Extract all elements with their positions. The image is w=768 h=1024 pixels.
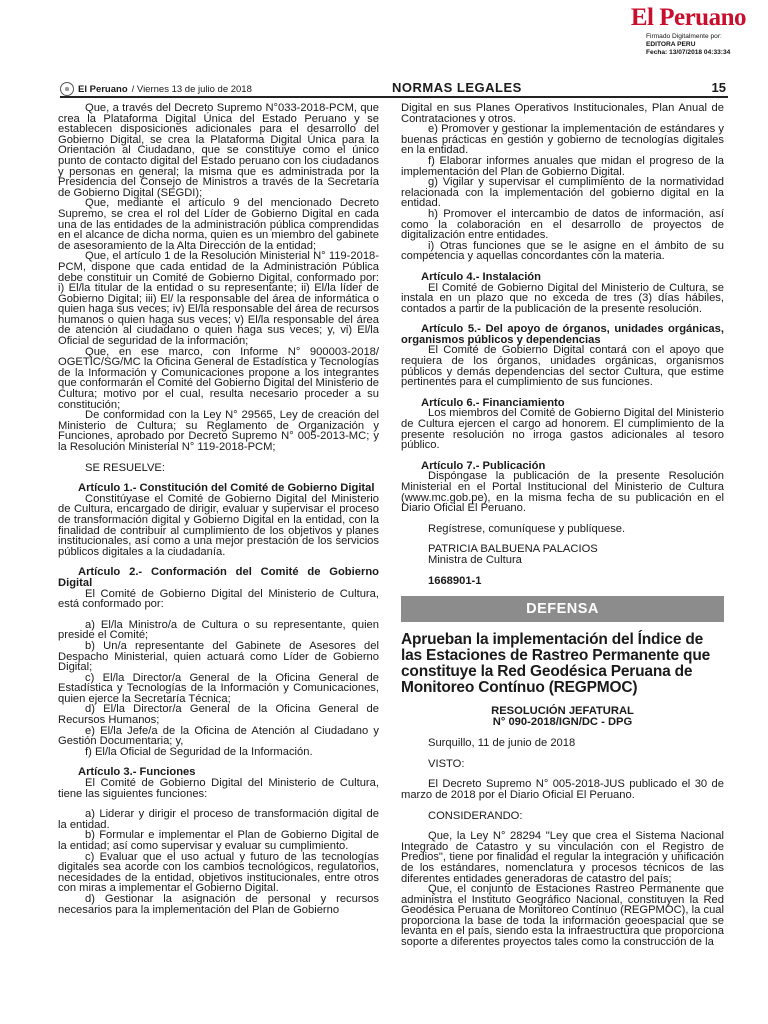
list-item: d) Gestionar la asignación de personal y recursos necesarios para la implementación del Plan de Gobierno (58, 892, 379, 916)
article-2-text: El Comité de Gobierno Digital del Ministerio de Cultura, está conformado por: (58, 587, 379, 611)
header-publication (60, 82, 252, 96)
left-column (58, 103, 379, 915)
resolves-heading: SE RESUELVE: (85, 461, 165, 474)
signature-line-3: Fecha: 13/07/2018 04:33:34 (646, 49, 731, 56)
article-2-title: Artículo 2.- Conformación del Comité de Gobierno Digital (58, 566, 379, 589)
article-1-text: Constitúyase el Comité de Gobierno Digital del Ministerio de Cultura, encargado de dirigir, evaluar y supervisar el proceso de transformación digital y Gobierno Digital en la entidad, con la finalidad de contribuir al cumplimiento de los objetivos y planes institucionales, así como a una mejor prestación de los servicios públicos digitales a la ciudadanía. (58, 492, 379, 558)
place-date: Surquillo, 11 de junio de 2018 (428, 737, 576, 750)
list-item: c) Evaluar que el uso actual y futuro de las tecnologías digitales sea acorde con los cambios tecnológicos, regulatorios, necesidades de la entidad, objetivos institucionales, entre otros con miras a implementar el Gobierno Digital. (58, 850, 379, 895)
list-item: b) Un/a representante del Gabinete de Asesores del Despacho Ministerial, quien actuará como Líder de Gobierno Digital; (58, 639, 379, 674)
paragraph: De conformidad con la Ley N° 29565, Ley de creación del Ministerio de Cultura; su Reglamento de Organización y Funciones, aprobado por Decreto Supremo N° 005-2013-MC; y la Resolución Ministerial N° 119-2018-PCM; (58, 409, 379, 453)
article-1-title: Artículo 1.- Constitución del Comité de Gobierno Digital (78, 482, 375, 495)
list-item: f) Elaborar informes anuales que midan el progreso de la implementación del Plan de Gobierno Digital. (401, 154, 724, 178)
article-5-text: El Comité de Gobierno Digital contará con el apoyo que requiera de los órganos, unidades orgánicas, organismos públicos y demás dependencias del sector Cultura, que estime pertinentes para el cumplimiento de sus funciones. (401, 344, 724, 389)
list-item: c) El/la Director/a General de la Oficina General de Estadística y Tecnologías de la Información y Comunicaciones, quien ejerce la Secretaría Técnica; (58, 671, 379, 705)
paragraph: Que, el conjunto de Estaciones Rastreo Permanente que administra el Instituto Geográfico Nacional, constituyen la Red Geodésica Peruana de Monitoreo Contínuo (REGPMOC), la cual proporciona la base de toda la información geoespacial que se levanta en el país, siendo esta la infraestructura que proporciona soporte a diferentes proyectos tales como la construcción de la (401, 883, 724, 949)
article-4-title: Artículo 4.- Instalación (421, 270, 541, 283)
paragraph: Que, a través del Decreto Supremo N°033-2018-PCM, que crea la Plataforma Digital Única del Estado Peruano y se establecen disposiciones adicionales para el desarrollo del Gobierno Digital, se crea la Plataforma Digital Única para la Orientación al Ciudadano, que se constituye como el único punto de contacto digital del Estado peruano con los ciudadanos y personas en general; la misma que es administrada por la Presidencia del Consejo de Ministros a través de la Secretaría de Gobierno Digital (SEGDI); (58, 102, 379, 199)
page-number: 15 (711, 80, 726, 95)
considerando-heading: CONSIDERANDO: (428, 809, 523, 822)
list-item: h) Promover el intercambio de datos de información, así como la colaboración en el desarrollo de proyectos de digitalización entre entidades. (401, 207, 724, 242)
list-item: i) Otras funciones que se le asigne en el ámbito de su competencia y aquellas concordantes con la materia. (401, 239, 724, 263)
digital-signature (646, 33, 766, 57)
paragraph: Que, la Ley N° 28294 "Ley que crea el Sistema Nacional Integrado de Catastro y su vinculación con el Registro de Predios", tiene por finalidad el regular la integración y unificación de los estándares, nomenclatura y procesos técnicos de las diferentes entidades generadoras de catastro del país; (401, 830, 724, 885)
resolution-heading (401, 706, 724, 728)
list-item: b) Formular e implementar el Plan de Gobierno Digital de la entidad; así como supervisar y evaluar su cumplimiento. (58, 829, 379, 852)
signature-line-1: Firmado Digitalmente por: (646, 33, 722, 40)
resolution-type: RESOLUCIÓN JEFATURAL (491, 705, 634, 718)
article-7-title: Artículo 7.- Publicación (421, 459, 546, 472)
signer-name: PATRICIA BALBUENA PALACIOS (428, 543, 598, 556)
article-5-title: Artículo 5.- Del apoyo de órganos, unidades orgánicas, organismos públicos y dependencias (401, 323, 724, 346)
visto-text: El Decreto Supremo N° 005-2018-JUS publicado el 30 de marzo de 2018 por el Diario Oficial El Peruano. (401, 778, 724, 801)
article-3-text: El Comité de Gobierno Digital del Ministerio de Cultura, tiene las siguientes funciones: (58, 777, 379, 800)
closing-formula: Regístrese, comuníquese y publíquese. (428, 522, 626, 535)
signature-line-2: EDITORA PERU (646, 41, 696, 48)
visto-heading: VISTO: (428, 757, 465, 770)
resolution-number: N° 090-2018/IGN/DC - DPG (492, 716, 633, 729)
section-banner: DEFENSA (401, 596, 724, 622)
article-6-text: Los miembros del Comité de Gobierno Digital del Ministerio de Cultura ejercen el cargo ad honorem. El cumplimiento de la presente resolución no irroga gastos adicionales al tesoro público. (401, 407, 724, 452)
article-7-text: Dispóngase la publicación de la presente Resolución Ministerial en el Portal Institucional del Ministerio de Cultura (www.mc.gob.pe), en la misma fecha de su publicación en el Diario Oficial El Peruano. (401, 470, 724, 515)
reference-number: 1668901-1 (428, 574, 482, 587)
signer-role: Ministra de Cultura (428, 553, 522, 566)
article-3-title: Artículo 3.- Funciones (78, 766, 196, 779)
list-item: e) Promover y gestionar la implementación de estándares y buenas prácticas en gestión y gobierno de tecnologías digitales en la entidad. (401, 123, 724, 157)
page-header (60, 80, 728, 98)
list-item: g) Vigilar y supervisar el cumplimiento de la normatividad relacionada con la implementación del gobierno digital en la entidad. (401, 176, 724, 210)
header-date: / Viernes 13 de julio de 2018 (131, 83, 252, 95)
seal-icon (60, 82, 74, 96)
list-item: d) El/la Director/a General de la Oficina General de Recursos Humanos; (58, 703, 379, 727)
header-publication-name: El Peruano (78, 83, 128, 95)
list-item: a) El/la Ministro/a de Cultura o su representante, quien preside el Comité; (58, 618, 379, 642)
article-4-text: El Comité de Gobierno Digital del Ministerio de Cultura, se instala en un plazo que no exceda de tres (3) días hábiles, contados a partir de la publicación de la presente resolución. (401, 281, 724, 315)
right-column (401, 103, 724, 948)
list-item: e) El/la Jefe/a de la Oficina de Atención al Ciudadano y Gestión Documentaria; y, (58, 724, 379, 748)
article-6-title: Artículo 6.- Financiamiento (421, 396, 565, 409)
paragraph: Que, mediante el artículo 9 del mencionado Decreto Supremo, se crea el rol del Líder de Gobierno Digital en cada una de las entidades de la administración pública comprendidas en el alcance de dicha norma, quien es un miembro del gabinete de asesoramiento de la Alta Dirección de la entidad; (58, 197, 379, 252)
list-item: a) Liderar y dirigir el proceso de transformación digital de la entidad. (58, 808, 379, 831)
paragraph: Que, en ese marco, con Informe N° 900003-2018/ OGETIC/SG/MC la Oficina General de Estadística y Tecnologías de la Información y Comunicaciones propone a los integrantes que conformarán el Comité del Gobierno Digital del Ministerio de Cultura; motivo por el cual, resulta necesario proceder a su constitución; (58, 345, 379, 411)
paragraph: Digital en sus Planes Operativos Institucionales, Plan Anual de Contrataciones y otros. (401, 102, 724, 125)
header-section: NORMAS LEGALES (392, 80, 522, 95)
norm-title: Aprueban la implementación del Índice de las Estaciones de Rastreo Permanente que constituye la Red Geodésica Peruana de Monitoreo Contínuo (REGPMOC) (401, 631, 711, 697)
paragraph: Que, el artículo 1 de la Resolución Ministerial N° 119-2018-PCM, dispone que cada entidad de la Administración Pública debe constituir un Comité de Gobierno Digital, conformado por: i) El/la titular de la entidad o su representante; ii) El/la líder de Gobierno Digital; iii) El/ la responsable del área de informática o quien haga sus veces; iv) El/la responsable del área de recursos humanos o quien haga sus veces; v) El/la responsable del área de atención al ciudadano o quien haga sus veces; y, vi) El/la Oficial de seguridad de la información; (58, 250, 379, 348)
masthead-logo: El Peruano (630, 4, 746, 31)
list-item: f) El/la Oficial de Seguridad de la Información. (85, 745, 313, 758)
